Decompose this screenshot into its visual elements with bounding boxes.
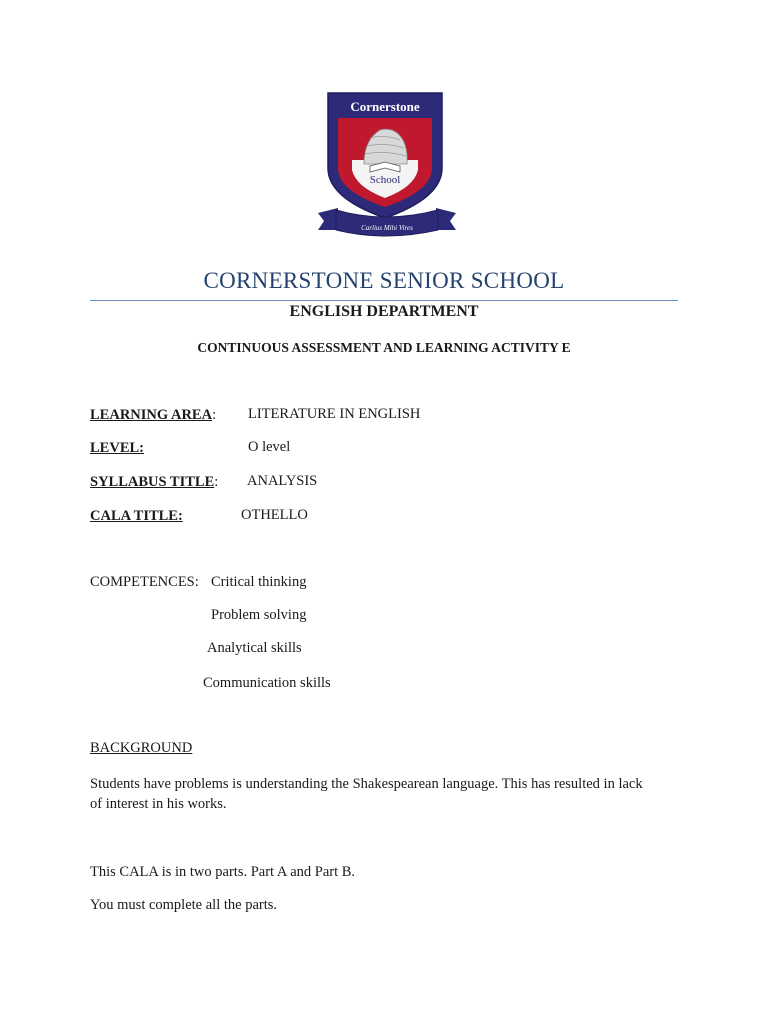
crest-bottom-text: School — [369, 174, 401, 186]
cala-title-label: CALA TITLE: — [90, 508, 183, 524]
competence-item: Critical thinking — [211, 574, 307, 590]
school-name-heading: CORNERSTONE SENIOR SCHOOL — [203, 268, 565, 293]
competence-item: Communication skills — [203, 675, 331, 691]
activity-title: CONTINUOUS ASSESSMENT AND LEARNING ACTIVITY E — [197, 340, 571, 355]
field-syllabus-title — [90, 473, 218, 491]
instruction-line-1: This CALA is in two parts. Part A and Part B. — [90, 864, 356, 880]
competences-label: COMPETENCES: — [90, 574, 199, 590]
learning-area-value: LITERATURE IN ENGLISH — [248, 406, 421, 422]
ribbon-left — [318, 208, 338, 230]
field-cala-title — [90, 507, 183, 525]
syllabus-title-value: ANALYSIS — [247, 473, 318, 489]
syllabus-title-colon: : — [214, 474, 219, 490]
field-learning-area — [90, 406, 216, 424]
crest-motto: Carlius Mihi Vires — [361, 224, 413, 232]
school-crest-logo — [312, 90, 462, 240]
instruction-line-2: You must complete all the parts. — [90, 897, 278, 913]
syllabus-title-label: SYLLABUS TITLE — [90, 474, 215, 490]
level-label: LEVEL: — [90, 440, 144, 456]
background-paragraph-line2: of interest in his works. — [90, 796, 227, 812]
level-value: O level — [248, 439, 291, 455]
learning-area-label: LEARNING AREA — [90, 407, 213, 423]
crest-svg — [312, 90, 462, 240]
competence-item: Problem solving — [211, 607, 307, 623]
competence-item: Analytical skills — [207, 640, 302, 656]
background-paragraph-line1: Students have problems is understanding the Shakespearean language. This has resulted in lack — [90, 776, 643, 792]
background-heading: BACKGROUND — [90, 740, 193, 756]
divider-line — [90, 300, 678, 301]
department-heading: ENGLISH DEPARTMENT — [289, 303, 479, 320]
cala-title-value: OTHELLO — [241, 507, 308, 523]
learning-area-colon: : — [212, 407, 217, 423]
crest-top-text: Cornerstone — [350, 99, 420, 114]
field-level — [90, 439, 144, 457]
ribbon-right — [436, 208, 456, 230]
